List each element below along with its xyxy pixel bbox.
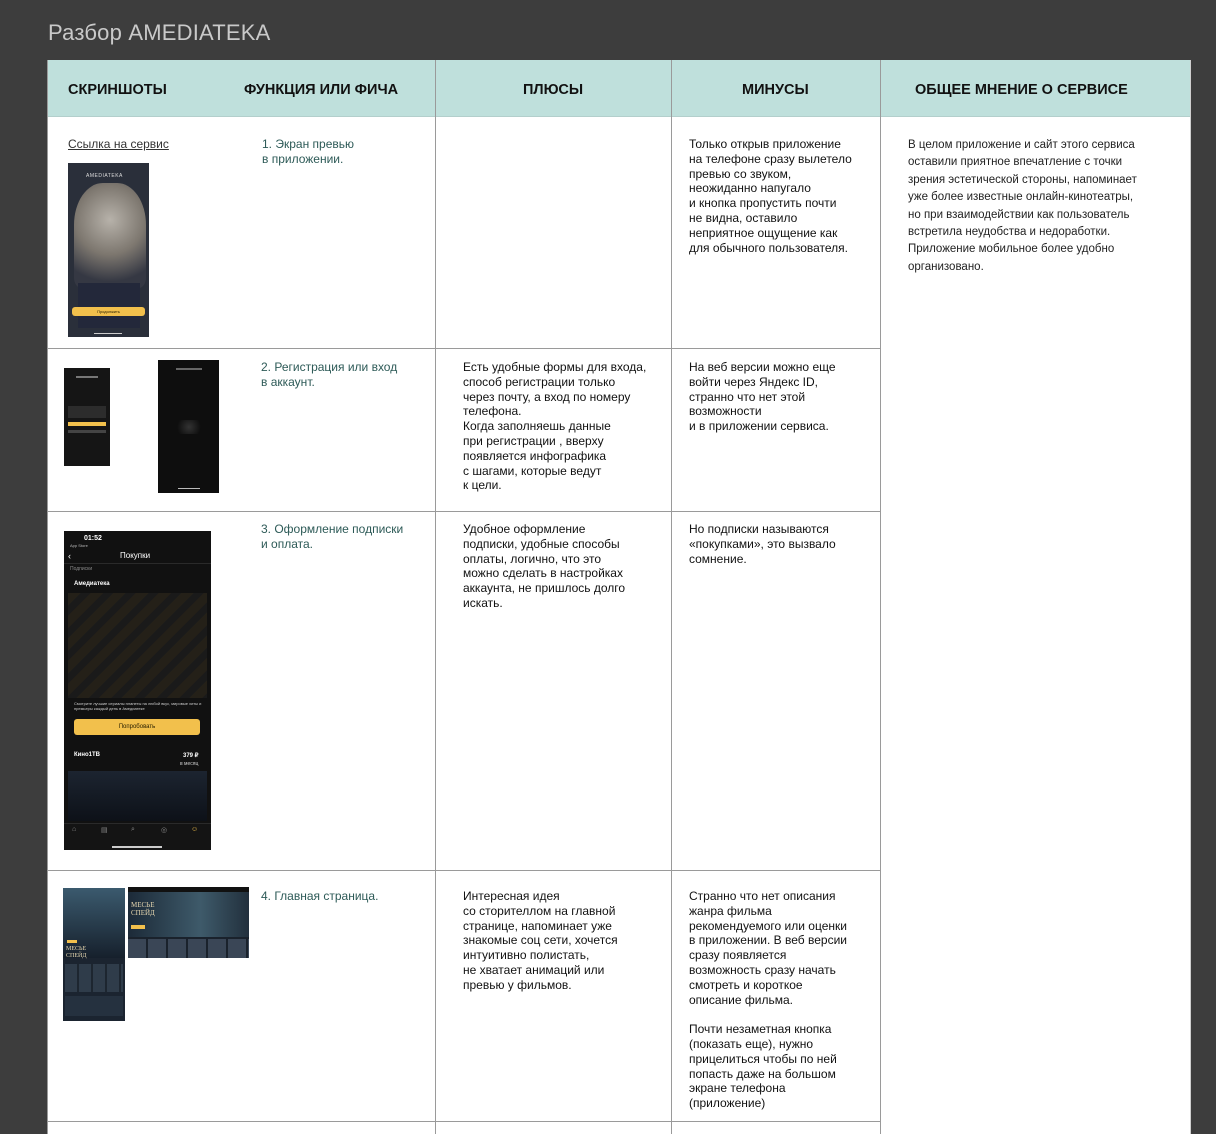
pros-text: Интересная идея со сторителлом на главной странице, напоминает уже знакомые соц сети, хочется интуитивно полистать, не хватает анимаций или превью у фильмов.	[463, 889, 618, 992]
column-divider	[880, 60, 881, 1134]
header-cons: МИНУСЫ	[742, 82, 809, 98]
row-divider	[48, 511, 881, 512]
row-divider	[48, 1121, 881, 1122]
opinion-text: В целом приложение и сайт этого сервиса оставили приятное впечатление с точки зрения эстетической стороны, напоминает уже более известные онлайн-кинотеатры, но при взаимодействии как пользователь встретила неудобства и недоработки. Приложение мобильное более удобно организовано.	[908, 139, 1137, 273]
login-screenshot	[64, 368, 110, 466]
registration-screenshot	[158, 360, 219, 493]
header-opinion: ОБЩЕЕ МНЕНИЕ О СЕРВИСЕ	[915, 82, 1128, 98]
web-hero-title: МЕСЬЕ СПЕЙД	[131, 901, 155, 917]
poster-collage	[68, 593, 207, 698]
loading-spinner	[176, 420, 202, 434]
cons-text: Только открыв приложение на телефоне сразу вылетело превью со звуком, неожиданно напугало и кнопка пропустить почти не видна, оставило неприятное ощущение как для обычного пользователя.	[689, 137, 852, 255]
feature-text: 2. Регистрация или вход в аккаунт.	[261, 360, 398, 389]
downloads-icon: ◎	[161, 827, 168, 834]
purchase-section: Подписки	[70, 566, 93, 572]
service-link[interactable]: Ссылка на сервис	[68, 137, 169, 151]
purchase-back-link: App Store	[70, 543, 88, 548]
cons-text: Странно что нет описания жанра фильма рекомендуемого или оценки в приложении. В веб версии сразу появляется возможность сразу начать смотреть и короткое описание фильма. Почти незаметная кнопка (показать еще), нужно прицелиться чтобы по ней попасть даже на большом экране телефона (приложение)	[689, 889, 847, 1111]
catalog-icon: ▤	[101, 827, 108, 834]
purchase-title: Покупки	[120, 551, 151, 560]
feature-text: 1. Экран превью в приложении.	[262, 137, 354, 166]
hero-badge	[67, 940, 77, 943]
analysis-table	[47, 60, 1191, 1134]
row-divider	[48, 348, 881, 349]
form-block	[68, 406, 106, 418]
header-pros: ПЛЮСЫ	[523, 82, 584, 98]
column-divider	[671, 60, 672, 1134]
main-mobile-screenshot	[63, 888, 125, 1021]
plan-period: в месяц	[180, 761, 199, 767]
plan-price: 379 ₽	[183, 753, 199, 759]
row-divider	[48, 870, 881, 871]
column-divider	[435, 60, 436, 1134]
main-web-screenshot	[128, 887, 249, 958]
poster-row	[65, 996, 123, 1016]
secondary-button-shape	[68, 430, 106, 433]
preview-continue-button: Продолжить	[72, 307, 145, 316]
cons-text: Но подписки называются «покупками», это вызвало сомнение.	[689, 522, 836, 566]
hero-title: МЕСЬЕ СПЕЙД	[66, 946, 87, 959]
purchase-time: 01:52	[84, 535, 102, 542]
feature-text: 4. Главная страница.	[261, 889, 379, 903]
plan-poster	[68, 771, 207, 821]
purchase-screenshot	[64, 531, 211, 850]
pros-text: Удобное оформление подписки, удобные способы оплаты, логично, что это можно сделать в настройках аккаунта, не пришлось долго искать.	[463, 522, 626, 610]
preview-brand: AMEDIATEKA	[86, 173, 123, 179]
search-icon: ⌕	[131, 826, 135, 833]
feature-text: 3. Оформление подписки и оплата.	[261, 522, 404, 551]
actor-suit	[78, 283, 140, 328]
table-edge	[1190, 60, 1191, 1134]
cons-text: На веб версии можно еще войти через Яндекс ID, странно что нет этой возможности и в приложении сервиса.	[689, 360, 836, 434]
web-poster-row	[128, 939, 249, 958]
home-indicator	[112, 846, 162, 848]
frame-title: Разбор AMEDIATEKA	[48, 20, 271, 45]
web-watch-button	[131, 925, 145, 929]
profile-icon: ☺	[191, 826, 199, 833]
plan-name: Кино1ТВ	[74, 752, 100, 758]
chevron-left-icon: ‹	[68, 551, 71, 561]
header-feature: ФУНКЦИЯ ИЛИ ФИЧА	[244, 82, 399, 98]
purchase-brand: Амедиатека	[74, 581, 110, 587]
table-header	[48, 60, 1191, 117]
preview-screenshot	[68, 163, 149, 337]
purchase-description: Смотрите лучшие сериалы планеты на любой вкус, мировые хиты и премьеры каждый день в Амедиатеке	[74, 701, 202, 711]
home-indicator	[94, 333, 122, 334]
pros-text: Есть удобные формы для входа, способ регистрации только через почту, а вход по номеру телефона. Когда заполняешь данные при регистрации , вверху появляется инфографика с шагами, которые ведут к цели.	[463, 360, 647, 493]
divider	[64, 563, 211, 564]
header-screenshots: СКРИНШОТЫ	[68, 82, 167, 98]
try-button: Попробовать	[74, 719, 200, 735]
poster-row	[65, 964, 123, 992]
login-button-shape	[68, 422, 106, 426]
home-icon: ⌂	[72, 826, 77, 833]
actor-portrait	[74, 183, 146, 288]
step-indicator	[176, 368, 202, 370]
logo-bar	[76, 376, 98, 378]
home-indicator	[178, 488, 200, 489]
tab-bar	[64, 823, 211, 850]
